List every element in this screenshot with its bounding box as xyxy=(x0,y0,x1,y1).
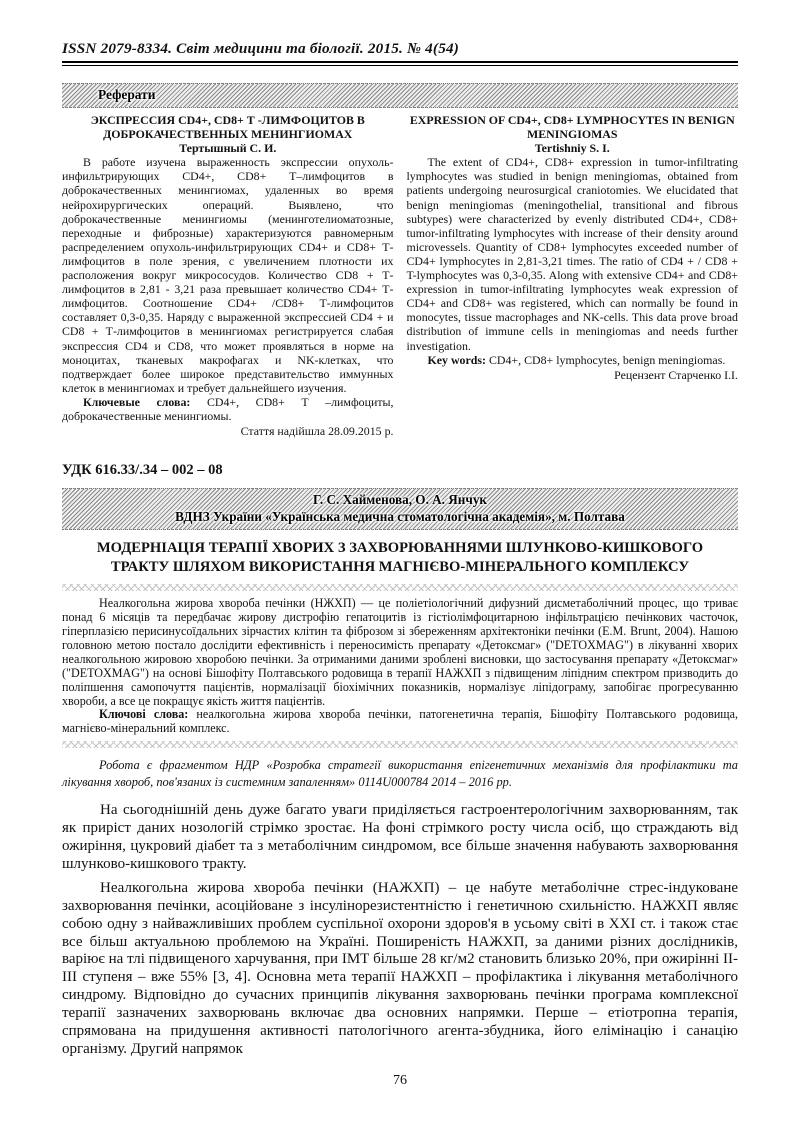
reviewer-note: Рецензент Старченко І.І. xyxy=(614,367,738,382)
body-paragraph-2: Неалкогольна жирова хвороба печінки (НАЖХП) – це набуте метаболічне стрес-індуковане захворювання печінки, асоційоване з інсулінорезистентністю і генетичною схильністю. НАЖХП являє собою одну з найважливіших проблем суспільної охорони здоров'я в усьому світі в ХХІ ст. і також стає все більш актуальною проблемою на Україні. Поширеність НАЖХП, за даними різних дослідників, варіює на тлі підвищеного харчування, при ІМТ більше 28 кг/м2 становить близько 20%, при ожирінні ІІ-ІІІ ступеня – вже 55% [3, 4]. Основна мета терапії НАЖХП – профілактика і лікування метаболічного синдрому. Відповідно до сучасних принципів лікування захворювань печінки програма комплексної терапії зазначених захворювань включає два основних напрямки. Перше – етіотропна терапія, спрямована на придушення активності патологічного агента-збудника, його елімінацію і санацію організму. Другий напрямок xyxy=(62,879,738,1057)
article-received-note: Стаття надійшла 28.09.2015 р. xyxy=(240,424,394,439)
abstract-en-keywords xyxy=(407,353,739,367)
abstract-en-body: The extent of CD4+, CD8+ expression in tumor-infiltrating lymphocytes was studied in benign meningiomas, obtained from patients undergoing neurosurgical craniotomies. We elucidated that benign meningiomas (meningothelial, transitional and fibrous subtypes) were characterized by evenly distributed CD4+, CD8+ tumor-infiltrating lymphocytes with increase of their density around microvessels. Quantity of CD8+ lymphocytes exceeded number of CD4+ lymphocytes in 2,81-3,21 times. The ratio of CD4 + / CD8 + T-lymphocytes was 0,3-0,35. Along with extensive CD4+ and CD8+ expression in tumor-infiltrating lymphocytes weak expression of CD4+ and CD8+ was registered, which can normally be found in monocytes, tissue macrophages and NK-cells. This data prove broad distribution of immune cells in meningiomas and needs further investigation. xyxy=(406,155,738,353)
article-keywords xyxy=(62,708,738,736)
referaty-band xyxy=(62,83,738,108)
abstract-ru xyxy=(62,113,394,438)
header-double-rule xyxy=(62,61,738,66)
abstract-en-author: Tertishniy S. I. xyxy=(534,141,610,156)
abstract-ru-keywords-label: Ключевые слова: xyxy=(83,394,191,409)
zigzag-divider-bottom xyxy=(62,741,738,748)
referaty-label: Реферати xyxy=(98,87,156,102)
article-keywords-label: Ключові слова: xyxy=(99,707,189,722)
page-number: 76 xyxy=(393,1072,407,1088)
abstract-en-keywords-text: CD4+, CD8+ lymphocytes, benign meningiomas. xyxy=(488,352,726,367)
article-title: МОДЕРНІАЦІЯ ТЕРАПІЇ ХВОРИХ З ЗАХВОРЮВАННЯМИ ШЛУНКОВО-КИШКОВОГО ТРАКТУ ШЛЯХОМ ВИКОРИСТАННЯ МАГНІЄВО-МІНЕРАЛЬНОГО КОМПЛЕКСУ xyxy=(96,540,704,576)
zigzag-divider-top xyxy=(62,584,738,591)
udk-number: УДК 616.33/.34 – 002 – 08 xyxy=(62,462,223,479)
abstract-en-keywords-label: Key words: xyxy=(427,352,486,367)
abstract-ru-body: В работе изучена выраженность экспрессии опухоль-инфильтрирующих CD4+, CD8+ Т–лимфоцитов в доброкачественных менингиомах, удаленных во время нейрохирургических операций. Выявлено, что доброкачественные менингиомы (менинготелиоматозные, переходные и фиброзные) характеризуются равномерным распределением опухоль-инфильтрирующих CD4+ и CD8+ Т-лимфоцитов в поле зрения, с увеличением плотности их расположения вокруг микрососудов. Количество CD8 + Т-лимфоцитов в 2,81 - 3,21 раза превышает количество CD4+ Т-лимфоцитов. Соотношение CD4+ /CD8+ Т-лимфоцитов составляет 0,3-0,35. Наряду с выраженной экспрессией CD4 + и CD8 + Т-лимфоцитов в менингиомах регистрируется слабая экспрессия CD4 и CD8, что может проявляться в норме на моноцитах, тканевых макрофагах и NK-клетках, что подтверждает более широкое представительство иммунных клеток в менингиомах и требует дальнейшего изучения. xyxy=(62,155,394,395)
journal-issn-header: ISSN 2079-8334. Світ медицини та біології. 2015. № 4(54) xyxy=(62,40,460,57)
abstract-ru-keywords xyxy=(62,395,394,423)
article-keywords-text: неалкогольна жирова хвороба печінки, патогенетична терапія, Бішофіту Полтавського родовища, магнієво-мінеральний комплекс. xyxy=(62,707,739,736)
abstracts-columns xyxy=(62,113,738,438)
ndr-note: Робота є фрагментом НДР «Розробка стратегії використання епігенетичних механізмів для профілактики та лікування хвороб, пов'язаних із системним запаленням» 0114U000784 2014 – 2016 рр. xyxy=(62,758,738,789)
affiliation-line: ВДНЗ України «Українська медична стоматологічна академія», м. Полтава xyxy=(175,508,625,524)
abstract-ru-title: ЭКСПРЕССИЯ CD4+, CD8+ Т -ЛИМФОЦИТОВ В ДОБРОКАЧЕСТВЕННЫХ МЕНИНГИОМАХ xyxy=(90,113,365,142)
abstract-ru-author: Тертышный С. И. xyxy=(179,141,277,156)
abstract-en-title: EXPRESSION OF CD4+, CD8+ LYMPHOCYTES IN BENIGN MENINGIOMAS xyxy=(409,113,735,142)
abstract-en xyxy=(407,113,739,438)
article-abstract: Неалкогольна жирова хвороба печінки (НЖХП) — це поліетіологічний дифузний дисметаболічний процес, що триває понад 6 місяців та передбачає жирову дистрофію гепатоцитів із гістіолімфоцитарною інфільтрацією печінкових часточок, гіперплазією перисинусоїдальних зірчастих клітин та фіброзом зі збереженням архітектоніки печінки (Е.М. Brunt, 2004). Нашою головною метою постало дослідити ефективність і переносимість препарату «Детоксмаг» ("DETOXMAG") в лікуванні хворих неалкогольною жировою хворобою печінки. За отриманими даними зроблені висновки, що застосування препарату «Детоксмаг» ("DETOXMAG") на основі Бішофіту Полтавського родовища в терапії НАЖХП з підвищеним ліпідним спектром призводить до поліпшення самопочуття пацієнтів, нормалізації біохімічних показників, нормалізує ліпідограму, запобігає прогресуванню хвороби, а все це покращує якість життя пацієнтів. xyxy=(62,596,738,708)
authors-band xyxy=(62,488,738,530)
abstract-ru-keywords-text: CD4+, CD8+ Т –лимфоциты, доброкачественные менингиомы. xyxy=(62,394,394,423)
body-paragraph-1: На сьогоднішній день дуже багато уваги приділяється гастроентерологічним захворюванням, так як приріст даних нозологій стрімко зростає. На фоні стрімкого росту числа осіб, що страждають від ожиріння, цукровий діабет та з метаболічним синдромом, все більше значення набувають захворювання шлунково-кишкового тракту. xyxy=(62,802,738,872)
authors-line: Г. С. Хайменова, О. А. Янчук xyxy=(312,492,488,508)
